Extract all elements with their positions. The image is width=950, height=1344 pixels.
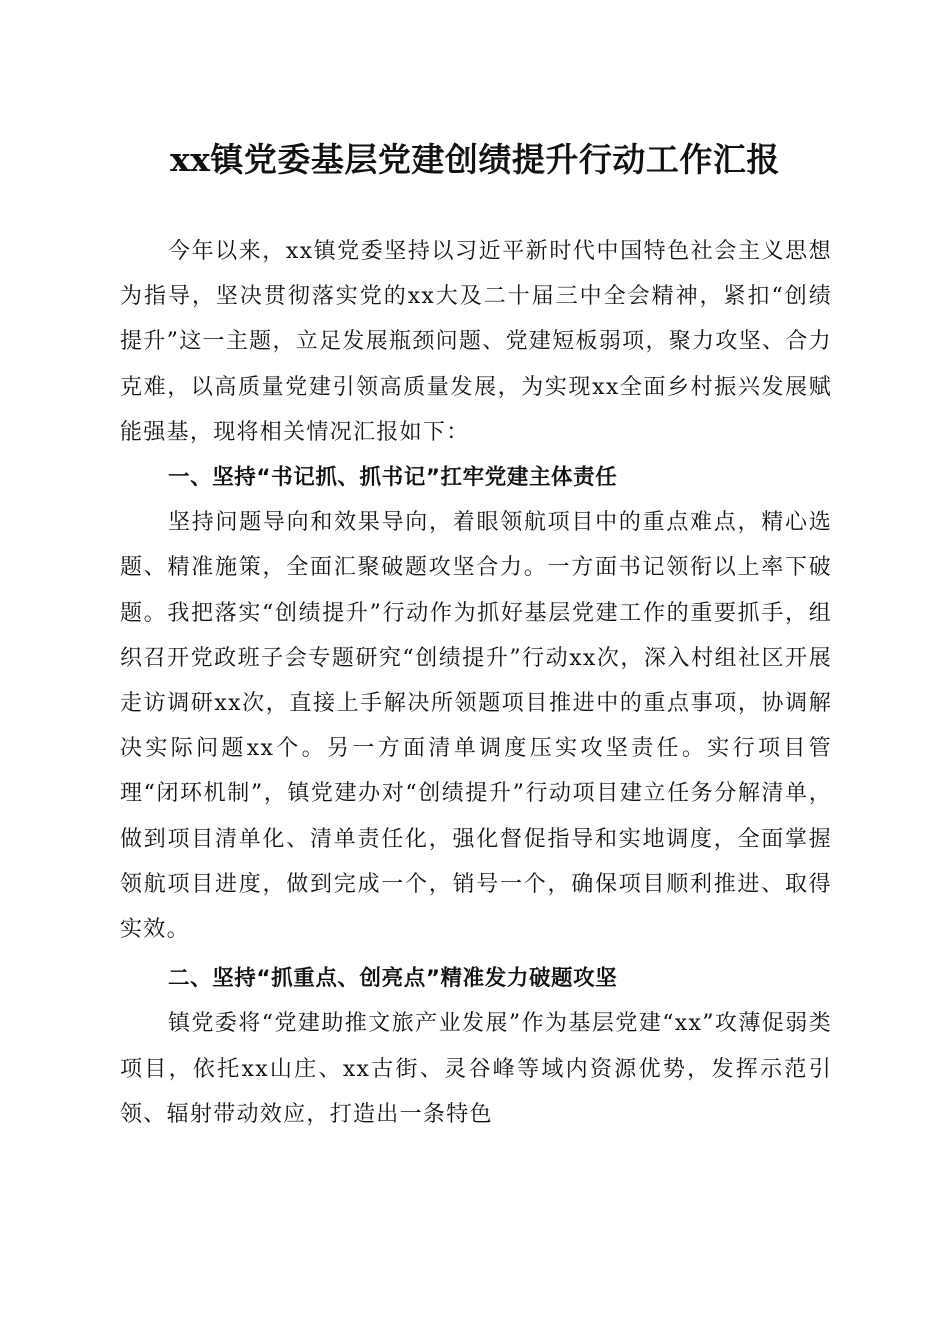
document-body xyxy=(120,229,832,1137)
section-2-heading: 二、坚持“抓重点、创亮点”精准发力破题攻坚 xyxy=(168,966,618,992)
intro-paragraph: 今年以来，xx镇党委坚持以习近平新时代中国特色社会主义思想为指导，坚决贯彻落实党的xx大及二十届三中全会精神，紧扣“创绩提升”这一主题，立足发展瓶颈问题、党建短板弱项，聚力攻坚、合力克难，以高质量党建引领高质量发展，为实现xx全面乡村振兴发展赋能强基，现将相关情况汇报如下： xyxy=(120,239,832,445)
section-1-paragraph: 坚持问题导向和效果导向，着眼领航项目中的重点难点，精心选题、精准施策，全面汇聚破题攻坚合力。一方面书记领衔以上率下破题。我把落实“创绩提升”行动作为抓好基层党建工作的重要抓手，组织召开党政班子会专题研究“创绩提升”行动xx次，深入村组社区开展走访调研xx次，直接上手解决所领题项目推进中的重点事项，协调解决实际问题xx个。另一方面清单调度压实攻坚责任。实行项目管理“闭环机制”，镇党建办对“创绩提升”行动项目建立任务分解清单，做到项目清单化、清单责任化，强化督促指导和实地调度，全面掌握领航项目进度，做到完成一个，销号一个，确保项目顺利推进、取得实效。 xyxy=(120,510,832,943)
section-1-heading: 一、坚持“书记抓、抓书记”扛牢党建主体责任 xyxy=(168,465,618,491)
document-title: xx镇党委基层党建创绩提升行动工作汇报 xyxy=(170,140,780,179)
section-2-paragraph: 镇党委将“党建助推文旅产业发展”作为基层党建“xx”攻薄促弱类项目，依托xx山庄、xx古街、灵谷峰等域内资源优势，发挥示范引领、辐射带动效应，打造出一条特色 xyxy=(120,1011,832,1127)
